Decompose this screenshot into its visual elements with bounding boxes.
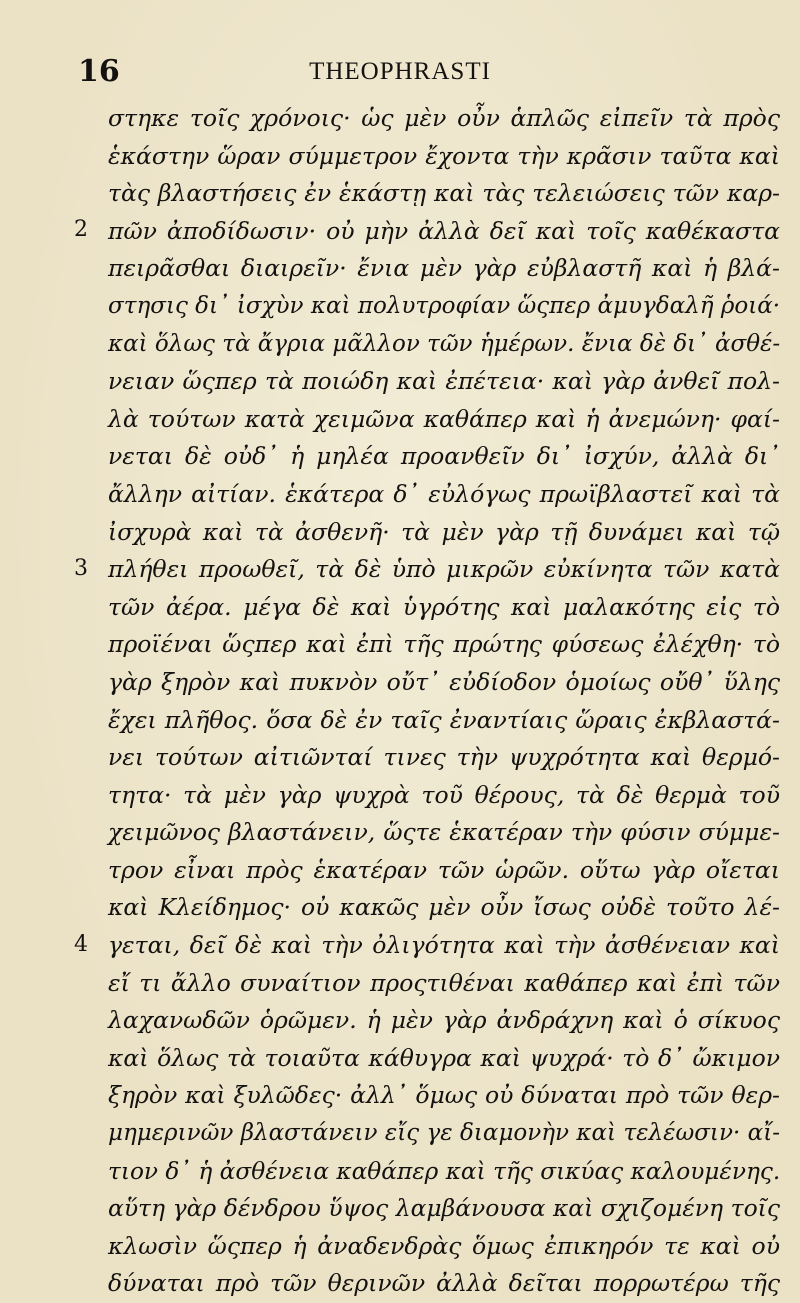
text-line: τητα· τὰ μὲν γὰρ ψυχρὰ τοῦ θέρους, τὰ δὲ θερμὰ τοῦ bbox=[108, 780, 780, 809]
section-number-3: 3 bbox=[74, 556, 88, 581]
text-line: στηκε τοῖς χρόνοις· ὡς μὲν οὖν ἁπλῶς εἰπεῖν τὰ πρὸς bbox=[108, 104, 780, 132]
section-number-4: 4 bbox=[74, 932, 88, 957]
text-line: ἔχει πλῆθος. ὅσα δὲ ἐν ταῖς ἐναντίαις ὥραις ἐκβλαστά- bbox=[108, 705, 780, 734]
section-number-2: 2 bbox=[74, 217, 88, 242]
text-line: τὰς βλαστήσεις ἐν ἑκάστῃ καὶ τὰς τελειώσεις τῶν καρ- bbox=[108, 179, 780, 208]
text-line: πλήθει προωθεῖ, τὰ δὲ ὑπὸ μικρῶν εὐκίνητα τῶν κατὰ bbox=[108, 555, 780, 584]
text-line: μημερινῶν βλαστάνειν εἴς γε διαμονὴν καὶ τελέωσιν· αἴ- bbox=[108, 1120, 780, 1147]
text-line: λὰ τούτων κατὰ χειμῶνα καθάπερ καὶ ἡ ἀνεμώνη· φαί- bbox=[108, 404, 780, 433]
text-line: χειμῶνος βλαστάνειν, ὥςτε ἑκατέραν τὴν φύσιν σύμμε- bbox=[108, 818, 780, 847]
text-line: τρον εἶναι πρὸς ἑκατέραν τῶν ὡρῶν. οὕτω γὰρ οἴεται bbox=[108, 855, 780, 884]
text-line: δύναται πρὸ τῶν θερινῶν ἀλλὰ δεῖται πορρωτέρω τῆς bbox=[108, 1269, 780, 1298]
text-line: καὶ ὅλως τὰ ἄγρια μᾶλλον τῶν ἡμέρων. ἔνια δὲ δι᾽ ἀσθέ- bbox=[108, 330, 781, 357]
text-line: νειαν ὥςπερ τὰ ποιώδη καὶ ἐπέτεια· καὶ γὰρ ἀνθεῖ πολ- bbox=[108, 367, 780, 396]
text-line: πῶν ἀποδίδωσιν· οὐ μὴν ἀλλὰ δεῖ καὶ τοῖς καθέκαστα bbox=[108, 216, 780, 245]
text-line: νεται δὲ οὐδ᾽ ἡ μηλέα προανθεῖν δι᾽ ἰσχύν, ἀλλὰ δι᾽ bbox=[108, 442, 780, 471]
text-line: τῶν ἀέρα. μέγα δὲ καὶ ὑγρότης καὶ μαλακότης εἰς τὸ bbox=[108, 592, 780, 621]
text-line: κλωσὶν ὥςπερ ἡ ἀναδενδρὰς ὅμως ἐπικηρόν τε καὶ οὐ bbox=[108, 1231, 780, 1260]
text-line: καὶ ὅλως τὰ τοιαῦτα κάθυγρα καὶ ψυχρά· τὸ δ᾽ ὤκιμον bbox=[108, 1043, 780, 1072]
text-line: ἰσχυρὰ καὶ τὰ ἀσθενῆ· τὰ μὲν γὰρ τῇ δυνάμει καὶ τῷ bbox=[108, 517, 780, 546]
text-line: ἑκάστην ὥραν σύμμετρον ἔχοντα τὴν κρᾶσιν ταῦτα καὶ bbox=[108, 141, 780, 170]
text-line: τιον δ᾽ ἡ ἀσθένεια καθάπερ καὶ τῆς σικύας καλουμένης. bbox=[108, 1157, 781, 1185]
text-line: λαχανωδῶν ὁρῶμεν. ἡ μὲν γὰρ ἀνδράχνη καὶ ὁ σίκυος bbox=[108, 1006, 780, 1035]
text-line: καὶ Κλείδημος· οὐ κακῶς μὲν οὖν ἴσως οὐδὲ τοῦτο λέ- bbox=[108, 893, 780, 922]
text-line: γεται, δεῖ δὲ καὶ τὴν ὀλιγότητα καὶ τὴν ἀσθένειαν καὶ bbox=[108, 931, 780, 960]
text-line: ἄλλην αἰτίαν. ἑκάτερα δ᾽ εὐλόγως πρωϊβλαστεῖ καὶ τὰ bbox=[108, 479, 780, 508]
text-line: νει τούτων αἰτιῶνταί τινες τὴν ψυχρότητα καὶ θερμό- bbox=[108, 743, 780, 772]
text-line: εἴ τι ἄλλο συναίτιον προςτιθέναι καθάπερ καὶ ἐπὶ τῶν bbox=[108, 968, 780, 997]
page-number: 16 bbox=[78, 54, 120, 89]
text-line: στησις δι᾽ ἰσχὺν καὶ πολυτροφίαν ὥςπερ ἀμυγδαλῆ ῥοιά· bbox=[108, 292, 781, 319]
body-text bbox=[108, 100, 780, 1303]
text-line: προϊέναι ὥςπερ καὶ ἐπὶ τῆς πρώτης φύσεως ἐλέχθη· τὸ bbox=[108, 630, 780, 659]
text-line: πειρᾶσθαι διαιρεῖν· ἔνια μὲν γὰρ εὐβλαστῆ καὶ ἡ βλά- bbox=[108, 254, 780, 283]
text-line: αὕτη γὰρ δένδρου ὕψος λαμβάνουσα καὶ σχιζομένη τοῖς bbox=[108, 1194, 780, 1223]
page-header bbox=[0, 48, 800, 98]
text-line: ξηρὸν καὶ ξυλῶδες· ἀλλ᾽ ὅμως οὐ δύναται πρὸ τῶν θερ- bbox=[108, 1081, 780, 1110]
running-head: THEOPHRASTI bbox=[309, 58, 491, 85]
text-line: γὰρ ξηρὸν καὶ πυκνὸν οὔτ᾽ εὐδίοδον ὁμοίως οὔθ᾽ ὕλης bbox=[108, 667, 780, 696]
